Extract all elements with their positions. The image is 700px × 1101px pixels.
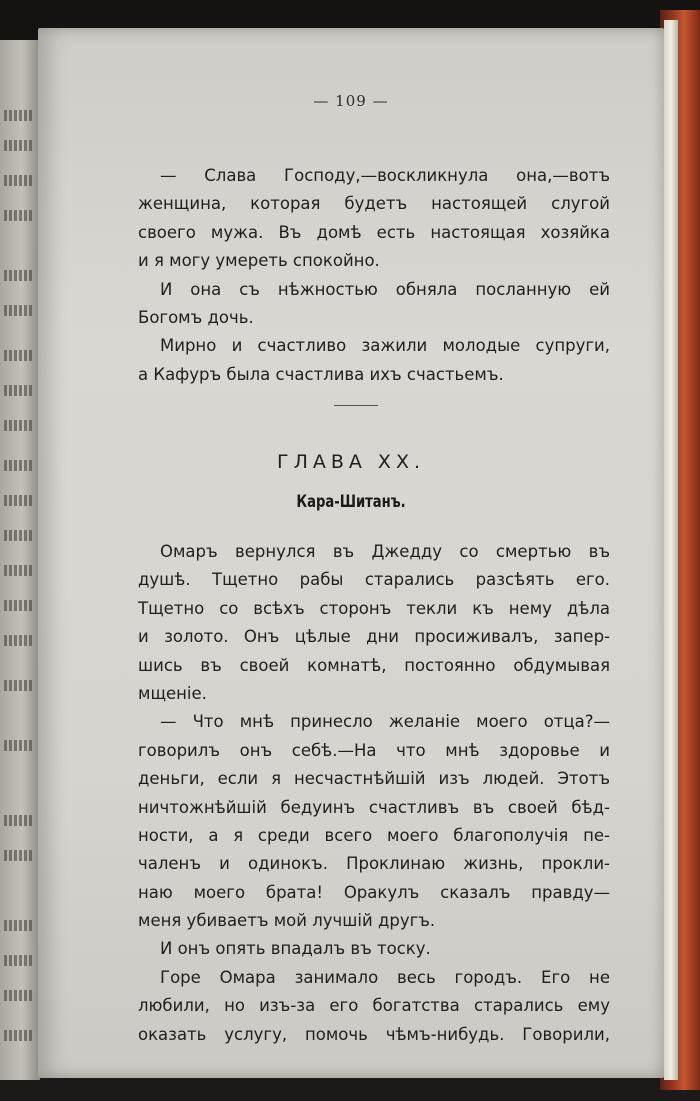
text-line: Богомъ дочь. [138,307,254,327]
text-line: ничтожнѣйшій бедуинъ счастливъ въ своей бѣд- [138,797,610,817]
text-line: меня убиваетъ мой лучшій другъ. [138,911,436,931]
text-line: ности, а я среди всего моего благополучія пе- [138,825,610,845]
chapter-title: ГЛАВА XX. [276,451,425,473]
text-line: Тщетно со всѣхъ сторонъ текли къ нему дѣла [138,598,610,618]
book-page [38,28,664,1078]
text-line: и золото. Онъ цѣлые дни просиживалъ, запер- [138,627,610,647]
paragraph-block-2 [138,538,610,1049]
text-line: Мирно и счастливо зажили молодые супруги, [160,336,610,356]
text-line: а Кафуръ была счастлива ихъ счастьемъ. [138,364,504,384]
text-line: наю моего брата! Оракулъ сказалъ правду— [138,882,610,902]
text-line: любили, но изъ-за его богатства старались ему [138,996,610,1016]
page-number: — 109 — [313,92,389,110]
chapter-subtitle: Кара-Шитанъ. [296,492,406,512]
text-line: своего мужа. Въ домѣ есть настоящая хозяйка [138,222,610,242]
text-line: деньги, если я несчастнѣйшій изъ людей. Этотъ [138,769,610,789]
text-line: чаленъ и одинокъ. Проклинаю жизнь, прокли- [138,854,610,874]
section-divider [334,405,378,406]
text-line: шись въ своей комнатѣ, постоянно обдумывая [138,655,610,675]
page-stack-edge [664,20,678,1080]
text-line: оказать услугу, помочь чѣмъ-нибудь. Говорили, [138,1024,610,1044]
text-line: душѣ. Тщетно рабы старались разсѣять его. [138,570,610,590]
paragraph-block-1 [138,162,610,389]
text-line: говорилъ онъ себѣ.—На что мнѣ здоровье и [138,740,610,760]
text-line: мщеніе. [138,683,207,703]
text-line: — Что мнѣ принесло желаніе моего отца?— [160,712,610,732]
text-line: И она съ нѣжностью обняла посланную ей [160,279,610,299]
text-line: Омаръ вернулся въ Джедду со смертью въ [160,542,610,561]
text-line: И онъ опять впадалъ въ тоску. [160,939,431,959]
text-line: — Слава Господу,—воскликнула она,—вотъ [160,166,610,185]
text-line: женщина, которая будетъ настоящей слугой [138,194,610,214]
left-page-edge [0,40,40,1080]
text-line: Горе Омара занимало весь городъ. Его не [160,967,610,987]
text-line: и я могу умереть спокойно. [138,251,380,271]
